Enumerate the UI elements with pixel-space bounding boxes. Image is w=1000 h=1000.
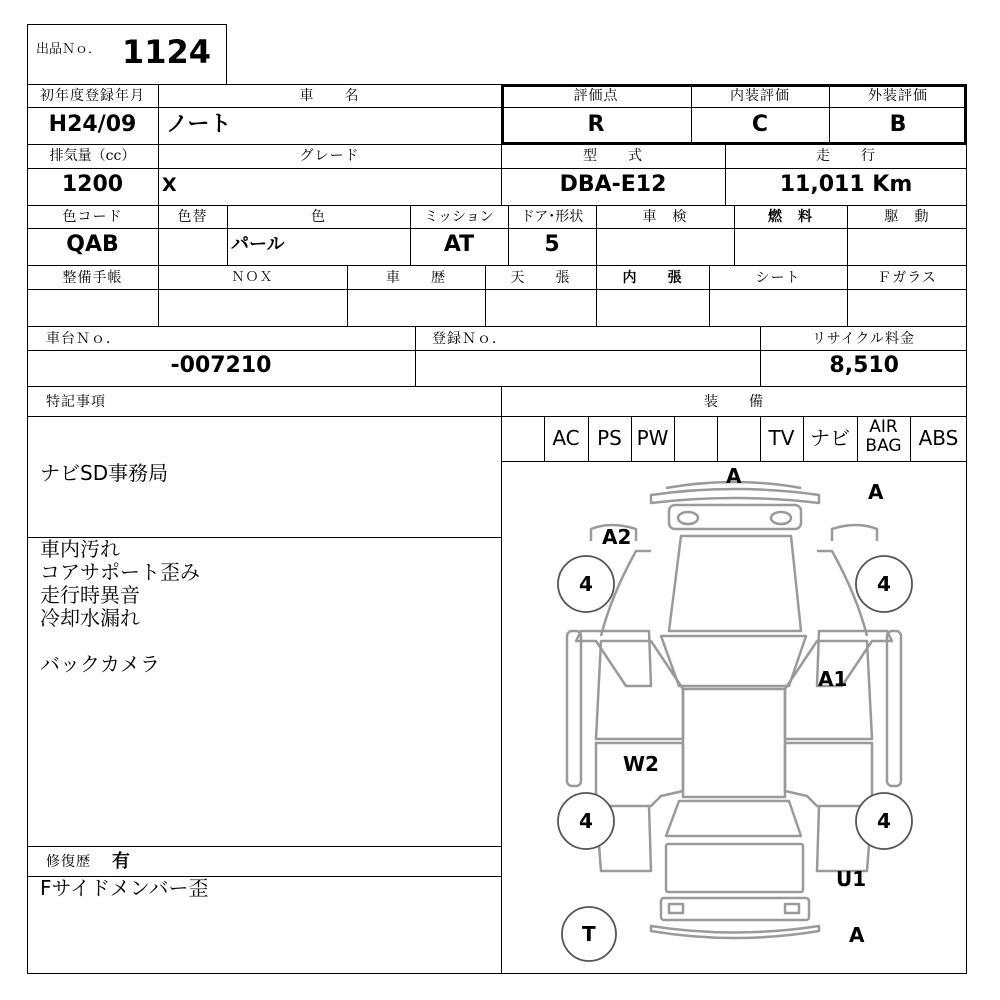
equip-ps: PS bbox=[597, 426, 622, 450]
mark-rear-right: A bbox=[849, 923, 865, 947]
fuel-label: 燃 料 bbox=[768, 209, 813, 225]
equip-ac: AC bbox=[552, 426, 580, 450]
mark-front-right: A bbox=[868, 480, 884, 504]
exterior-score-label: 外装評価 bbox=[868, 88, 928, 104]
mileage-label: 走 行 bbox=[816, 148, 876, 164]
note-line: 冷却水漏れ bbox=[40, 606, 140, 630]
reg-date-value: H24/09 bbox=[48, 112, 137, 137]
displacement-label: 排気量（cc） bbox=[49, 148, 136, 164]
car-name-value: ノート bbox=[166, 112, 232, 137]
displacement-value: 1200 bbox=[61, 172, 124, 197]
right-sill-shape bbox=[887, 631, 901, 786]
interior-lining-label: 内 張 bbox=[622, 270, 683, 286]
recycle-fee-value: 8,510 bbox=[829, 353, 899, 378]
repaint-label: 色替 bbox=[177, 209, 208, 225]
lot-number-label: 出品Ｎｏ． bbox=[36, 42, 102, 57]
mark-hood: A2 bbox=[602, 525, 632, 549]
color-value: パール bbox=[231, 234, 285, 255]
tire-rear-left-value: 4 bbox=[579, 809, 593, 833]
recycle-fee-label: リサイクル料金 bbox=[811, 331, 916, 347]
note-line: コアサポート歪み bbox=[40, 560, 200, 584]
grade-value: X bbox=[162, 174, 177, 196]
score-value: R bbox=[587, 112, 605, 137]
equip-abs: ABS bbox=[918, 426, 959, 450]
seat-label: シート bbox=[755, 270, 801, 286]
grade-label: グレード bbox=[299, 148, 360, 164]
chassis-number-value: -007210 bbox=[170, 353, 272, 378]
equip-navi: ナビ bbox=[810, 426, 850, 450]
equip-tv: TV bbox=[768, 426, 795, 450]
interior-score-label: 内装評価 bbox=[730, 88, 790, 104]
door-value: 5 bbox=[544, 232, 560, 257]
reg-date-label: 初年度登録年月 bbox=[40, 88, 145, 104]
car-name-label: 車 名 bbox=[299, 88, 360, 104]
lot-number: 1124 bbox=[122, 33, 212, 71]
registration-number-label: 登録Ｎｏ． bbox=[432, 331, 507, 347]
interior-score-value: C bbox=[751, 112, 769, 137]
tire-front-left-value: 4 bbox=[579, 572, 593, 596]
color-code-label: 色コード bbox=[62, 209, 123, 225]
note-line: 走行時異音 bbox=[40, 583, 140, 607]
mission-value: AT bbox=[443, 232, 475, 257]
rear-hatch-shape bbox=[666, 844, 803, 892]
hood-shape bbox=[669, 536, 801, 631]
right-rear-door-shape bbox=[785, 743, 872, 806]
mark-right-side: A1 bbox=[818, 667, 848, 691]
exterior-score-value: B bbox=[889, 112, 907, 137]
front-grille-shape bbox=[669, 505, 801, 529]
door-label: ドア･形状 bbox=[520, 209, 584, 225]
note-line: ナビSD事務局 bbox=[40, 461, 169, 485]
roof-label: 天 張 bbox=[510, 270, 571, 286]
score-label: 評価点 bbox=[573, 88, 619, 104]
mark-front-bumper: A bbox=[726, 464, 742, 488]
history-label: 車 歴 bbox=[386, 270, 446, 286]
roof-shape bbox=[683, 689, 785, 797]
color-code-value: QAB bbox=[66, 232, 119, 257]
tire-rear-right-value: 4 bbox=[877, 809, 891, 833]
left-sill-shape bbox=[567, 631, 581, 786]
chassis-number-label: 車台Ｎｏ． bbox=[46, 331, 121, 347]
windshield-shape bbox=[661, 636, 806, 686]
inspection-label: 車 検 bbox=[642, 209, 688, 225]
repair-note: Fサイドメンバー歪 bbox=[40, 876, 209, 900]
model-label: 型 式 bbox=[583, 148, 643, 164]
equipment-label: 装 備 bbox=[704, 394, 764, 410]
equip-airbag-top: AIR bbox=[869, 417, 898, 437]
left-fender-shape bbox=[576, 631, 651, 686]
tire-front-right-value: 4 bbox=[877, 572, 891, 596]
note-line: バックカメラ bbox=[40, 652, 160, 676]
front-glass-label: Ｆガラス bbox=[877, 270, 937, 286]
spare-tire-value: T bbox=[582, 922, 596, 946]
mission-label: ミッション bbox=[424, 209, 494, 225]
notes-label: 特記事項 bbox=[46, 394, 106, 410]
equip-pw: PW bbox=[636, 426, 669, 450]
car-diagram bbox=[501, 461, 967, 974]
color-label: 色 bbox=[311, 209, 326, 225]
repair-history-label: 修復歴 bbox=[46, 854, 91, 870]
nox-label: ＮＯＸ bbox=[231, 270, 274, 285]
mileage-value: 11,011 Km bbox=[779, 172, 913, 197]
mark-left-door: W2 bbox=[623, 752, 659, 776]
note-line: 車内汚れ bbox=[40, 537, 120, 561]
equip-airbag-bottom: BAG bbox=[865, 436, 902, 456]
left-front-door-shape bbox=[596, 641, 683, 739]
model-value: DBA-E12 bbox=[559, 172, 667, 197]
drive-label: 駆 動 bbox=[884, 209, 930, 225]
rear-window-shape bbox=[666, 801, 801, 836]
maintenance-book-label: 整備手帳 bbox=[62, 270, 123, 286]
mark-rear: U1 bbox=[836, 867, 867, 891]
repair-history-value: 有 bbox=[112, 851, 130, 872]
